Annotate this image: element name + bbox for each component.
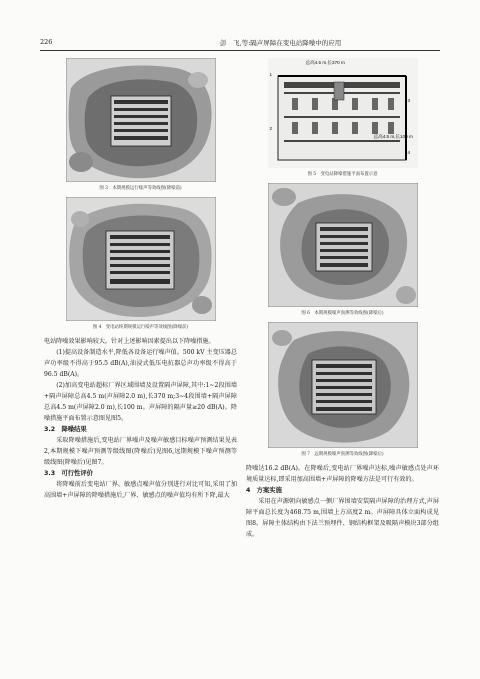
figure-7-caption: 图 7 远期规模噪声预测等效线图(降噪后) xyxy=(301,452,384,457)
running-title: 彭 飞,等:隔声屏障在变电站降噪中的应用 xyxy=(220,39,342,47)
layout-plan-5 xyxy=(268,58,418,168)
noise-contour-map-3 xyxy=(66,58,216,182)
figure-3 xyxy=(66,58,216,191)
marker-4: 4 xyxy=(407,150,411,155)
section-3-2-heading: 3.2 降噪结果 xyxy=(44,426,87,433)
figure-5-caption: 图 5 变电站降噪措施平面布置示意 xyxy=(307,172,378,177)
right-column xyxy=(246,58,439,540)
figure-4 xyxy=(66,197,216,330)
figure-6 xyxy=(268,183,418,316)
left-column xyxy=(44,58,237,501)
left-paragraph-5: 将降噪前后变电站厂界、敏感点噪声值分别进行对比可知,采用了加高围墙+声屏障的降噪措施后,厂界、敏感点的噪声值均有所下降,最大 xyxy=(44,481,237,499)
figure-7 xyxy=(268,322,418,457)
header-rule xyxy=(40,50,440,51)
left-paragraph-2: (1)提高设备制造水平,降低各设备运行噪声值。500 kV 主变压器总声功率级不得高于95.5 dB(A),油浸式低压电抗器总声功率级不得高于96.5 dB(A)。 xyxy=(44,349,237,378)
right-paragraph-1: 降噪达16.2 dB(A)。在降噪后,变电站厂界噪声达标,噪声敏感点处声环境质量达标,即采用加高围墙+声屏障的降噪方法是可行有效的。 xyxy=(246,465,439,483)
noise-contour-map-4 xyxy=(66,197,216,321)
figure-3-caption: 图 3 本期规模运行噪声等效线图(降噪前) xyxy=(99,186,182,191)
noise-contour-map-7 xyxy=(268,322,418,448)
left-paragraph-4: 采取降噪措施后,变电站厂界噪声及噪声敏感目标噪声预测结果见表2,本期规模下噪声预测等级线图(降噪后)见图6,远期规模下噪声预测等级线图(降噪后)见图7。 xyxy=(44,437,237,466)
left-paragraph-3: (2)加高变电站超标厂界区域围墙及设置隔声屏障,其中:1~2段围墙+隔声屏障总高4.5 m(声屏障2.0 m),长370 m;3~4段围墙+隔声屏障总高4.5 m(声屏障2.0 m),长100 m。声屏障的隔声量≥20 dB(A)。降噪措施平面布置示意图见图5。 xyxy=(44,382,237,422)
figure-6-caption: 图 6 本期规模噪声预测等效线图(降噪后) xyxy=(301,311,384,316)
page-header xyxy=(40,38,440,52)
marker-2: 2 xyxy=(269,126,273,131)
figure-4-caption: 图 4 变电站终期规模运行噪声等效线图(降噪前) xyxy=(92,325,189,330)
marker-1: 1 xyxy=(269,72,273,77)
marker-3: 3 xyxy=(407,98,411,103)
figure-5 xyxy=(268,58,418,177)
noise-contour-map-6 xyxy=(268,183,418,307)
page-number: 226 xyxy=(40,38,53,46)
section-3-3-heading: 3.3 可行性评价 xyxy=(44,470,93,477)
left-paragraph-1: 电站降噪效果影响较大。针对上述影响因素提出以下降噪措施。 xyxy=(44,338,215,345)
right-paragraph-2: 采用在声源朝向敏感点一侧厂界围墙安装隔声屏障的治理方式,声屏障平面总长度为468.75 m,围墙上方高度2 m。声屏障具体立面构成见图8。屏障主体结构由下法兰预埋件、钢结构框架及吸隔声模块3部分组成。 xyxy=(246,498,439,538)
barrier-label-bottom: 总高4.5 m,长100 m xyxy=(373,134,413,139)
section-4-heading: 4 方案实施 xyxy=(246,487,282,494)
barrier-label-top: 总高4.5 m,长370 m xyxy=(305,60,345,65)
